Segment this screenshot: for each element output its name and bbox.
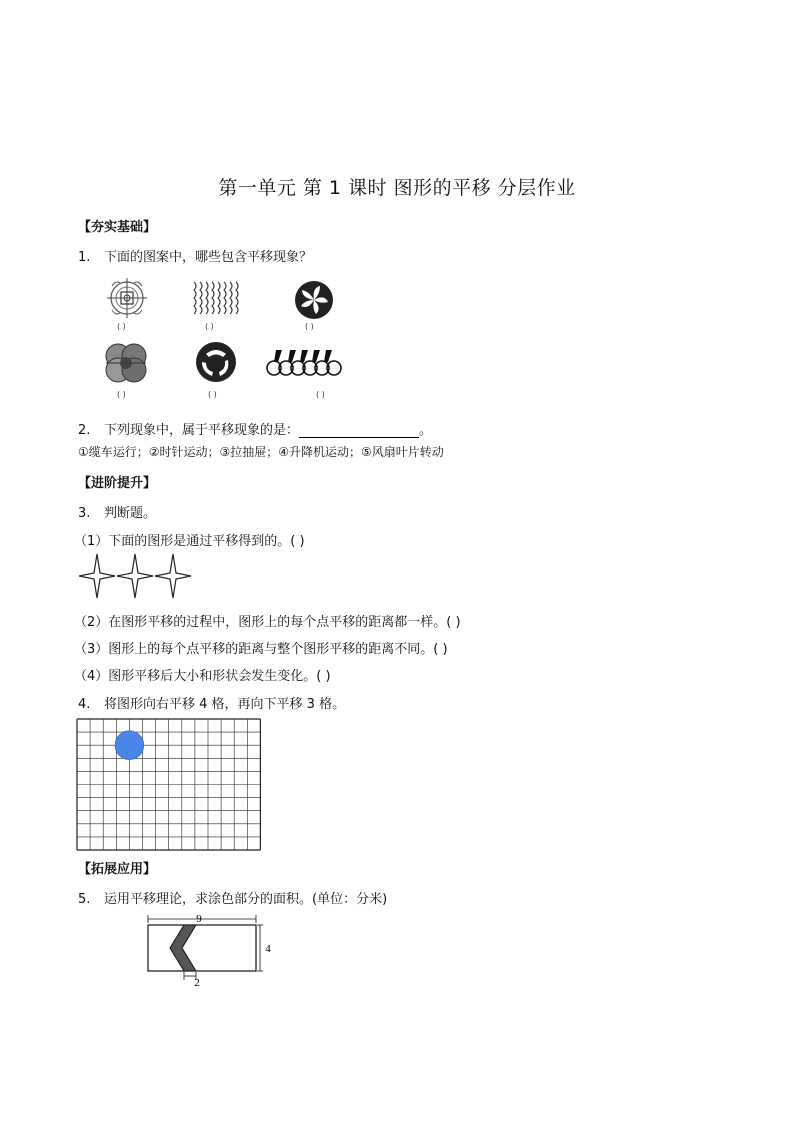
- section-basic: 【夯实基础】: [78, 220, 157, 235]
- question-1-number: 1.: [78, 250, 91, 265]
- bauhinia-emblem-image: [292, 280, 336, 320]
- page-title: 第一单元 第 1 课时 图形的平移 分层作业: [218, 177, 576, 199]
- stars-pattern-image: [78, 553, 192, 599]
- question-3-item-2: （2）在图形平移的过程中，图形上的每个点平移的距离都一样。( ): [74, 615, 461, 630]
- height-label: 4: [265, 943, 271, 955]
- q1-answer-paren-1[interactable]: ( ): [117, 322, 126, 331]
- question-1-text: 下面的图案中，哪些包含平移现象？: [104, 250, 313, 265]
- width-label: 9: [196, 913, 202, 925]
- q1-answer-paren-6[interactable]: ( ): [316, 390, 325, 399]
- q1-answer-paren-3[interactable]: ( ): [305, 322, 314, 331]
- q1-answer-paren-5[interactable]: ( ): [208, 390, 217, 399]
- question-4-number: 4.: [78, 697, 91, 712]
- section-extend: 【拓展应用】: [78, 862, 157, 877]
- question-5-text: 运用平移理论，求涂色部分的面积。(单位：分米): [104, 892, 388, 907]
- question-3: [78, 502, 156, 521]
- question-4: [78, 693, 345, 712]
- question-2: [78, 419, 432, 438]
- question-3-item-3: （3）图形上的每个点平移的距离与整个图形平移的距离不同。( ): [74, 642, 448, 657]
- question-1: [78, 246, 312, 265]
- section-advanced: 【进阶提升】: [78, 476, 157, 491]
- question-3-item-1: （1）下面的图形是通过平移得到的。( ): [74, 534, 305, 549]
- q1-answer-paren-4[interactable]: ( ): [117, 390, 126, 399]
- question-3-number: 3.: [78, 506, 91, 521]
- question-4-text: 将图形向右平移 4 格，再向下平移 3 格。: [104, 697, 346, 712]
- q1-answer-paren-2[interactable]: ( ): [205, 322, 214, 331]
- question-5-number: 5.: [78, 892, 91, 907]
- question-2-number: 2.: [78, 423, 91, 438]
- blue-circle-shape[interactable]: [115, 731, 144, 760]
- translation-grid: [76, 718, 264, 846]
- question-2-text: 下列现象中，属于平移现象的是：: [104, 423, 300, 438]
- area-figure: [146, 912, 272, 988]
- question-5: [78, 888, 387, 907]
- question-2-options: ①缆车运行；②时针运动；③拉抽屉；④升降机运动；⑤风扇叶片转动: [78, 445, 444, 459]
- question-3-text: 判断题。: [104, 506, 157, 521]
- cyclists-pattern-image: [266, 346, 346, 378]
- wheat-pattern-image: [192, 278, 240, 318]
- question-2-end: 。: [419, 423, 433, 438]
- compass-pattern-image: [104, 278, 150, 320]
- recycle-emblem-image: [194, 340, 238, 384]
- flower-pattern-image: [100, 340, 152, 388]
- bottom-label: 2: [194, 977, 200, 989]
- question-2-answer-blank[interactable]: [299, 425, 419, 438]
- outer-rectangle: [148, 925, 256, 971]
- question-3-item-4: （4）图形平移后大小和形状会发生变化。( ): [74, 669, 331, 684]
